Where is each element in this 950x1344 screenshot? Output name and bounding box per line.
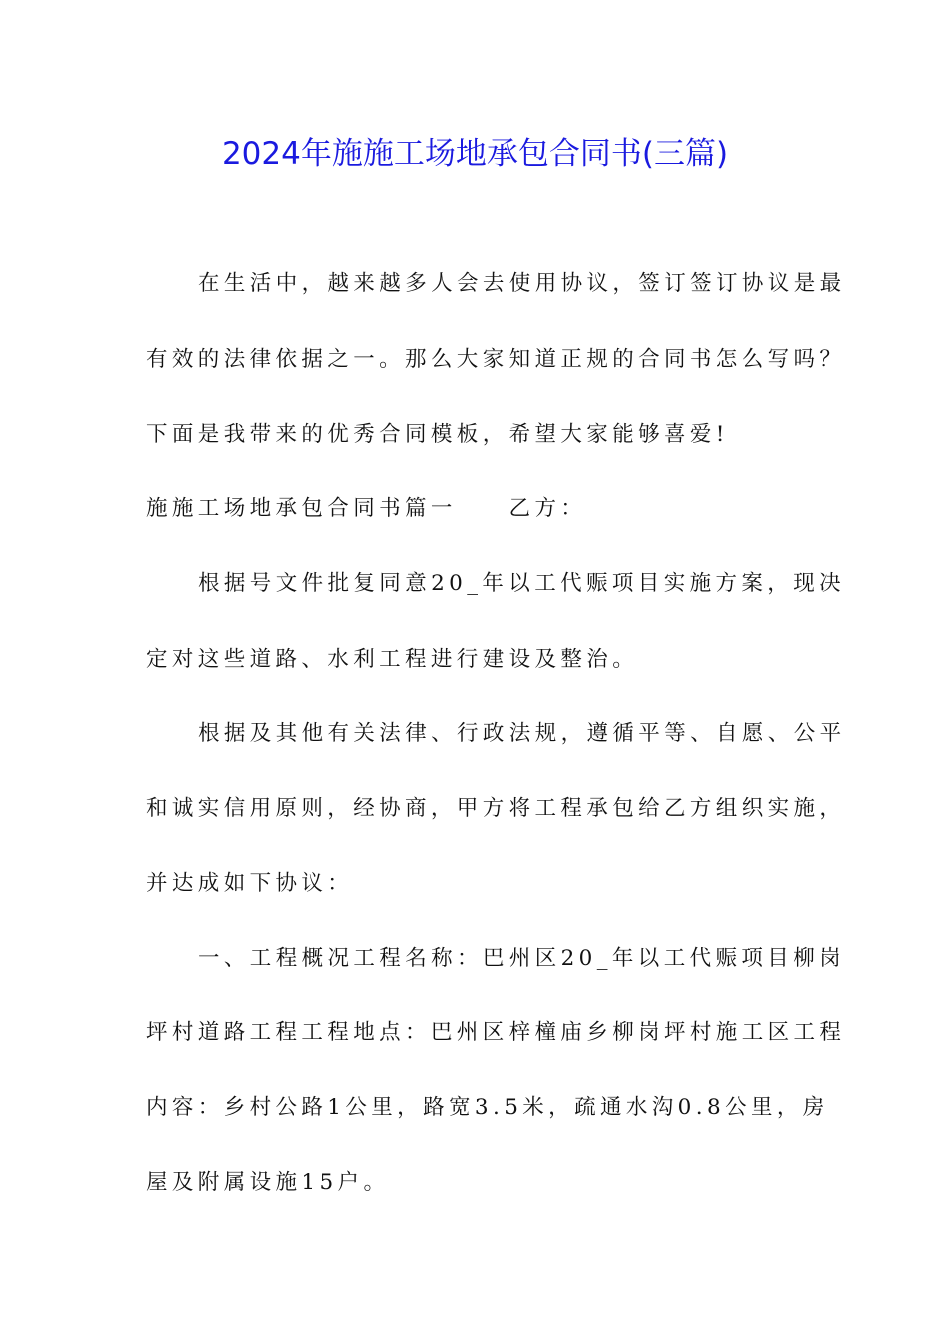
paragraph-line: 下面是我带来的优秀合同模板，希望大家能够喜爱! — [146, 422, 729, 447]
paragraph-line: 定对这些道路、水利工程进行建设及整治。 — [146, 647, 639, 672]
paragraph-line: 一、工程概况工程名称：巴州区20_年以工代赈项目柳岗 — [198, 946, 846, 971]
paragraph-line: 根据号文件批复同意20_年以工代赈项目实施方案，现决 — [198, 571, 846, 596]
document-title: 2024年施施工场地承包合同书(三篇) — [221, 136, 729, 172]
section-heading-line: 施施工场地承包合同书篇一 乙方： — [146, 496, 587, 521]
paragraph-line: 屋及附属设施15户。 — [146, 1170, 390, 1195]
paragraph-line: 并达成如下协议： — [146, 871, 354, 896]
paragraph-line: 根据及其他有关法律、行政法规，遵循平等、自愿、公平 — [198, 721, 846, 746]
paragraph-line: 在生活中，越来越多人会去使用协议，签订签订协议是最 — [198, 271, 846, 296]
paragraph-line: 内容：乡村公路1公里，路宽3.5米，疏通水沟0.8公里，房 — [146, 1095, 829, 1120]
paragraph-line: 和诚实信用原则，经协商，甲方将工程承包给乙方组织实施， — [146, 796, 846, 821]
paragraph-line: 有效的法律依据之一。那么大家知道正规的合同书怎么写吗？ — [146, 347, 846, 372]
paragraph-line: 坪村道路工程工程地点：巴州区梓橦庙乡柳岗坪村施工区工程 — [146, 1020, 846, 1045]
